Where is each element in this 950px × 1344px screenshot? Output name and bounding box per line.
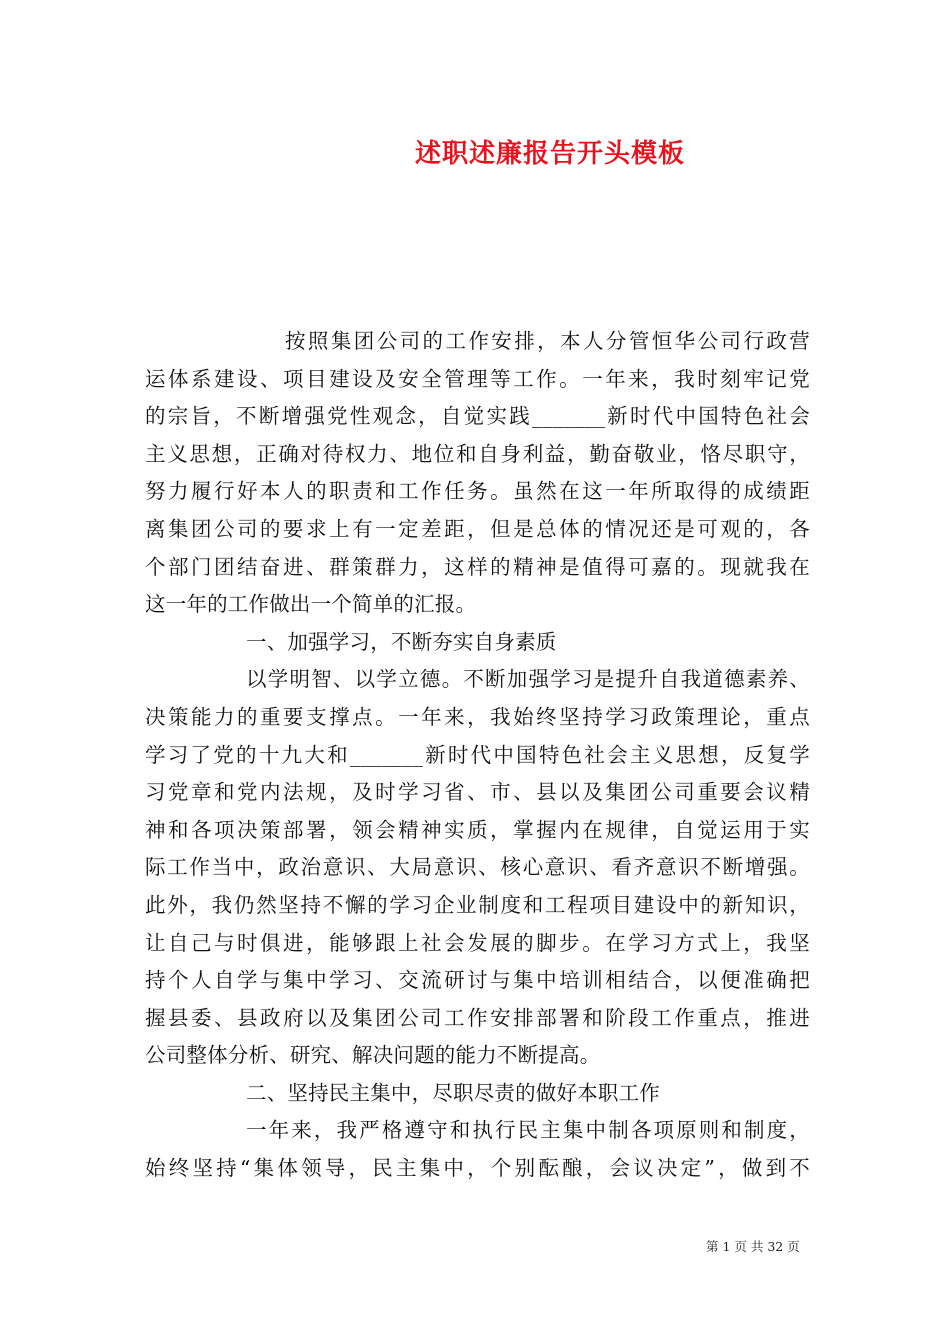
body-line: 按照集团公司的工作安排，本人分管恒华公司行政营 (285, 329, 810, 353)
body-line: 运体系建设、项目建设及安全管理等工作。一年来，我时刻牢记党 (145, 366, 810, 391)
document-title: 述职述廉报告开头模板 (414, 139, 685, 169)
body-line: 让自己与时俱进，能够跟上社会发展的脚步。在学习方式上，我坚 (145, 930, 810, 955)
body-line: 学习了党的十九大和_______新时代中国特色社会主义思想，反复学 (145, 742, 810, 767)
body-line: 离集团公司的要求上有一定差距，但是总体的情况还是可观的，各 (145, 516, 810, 541)
body-line: 际工作当中，政治意识、大局意识、核心意识、看齐意识不断增强。 (145, 855, 810, 880)
body-line: 个部门团结奋进、群策群力，这样的精神是值得可嘉的。现就我在 (145, 554, 810, 579)
body-line: 神和各项决策部署，领会精神实质，掌握内在规律，自觉运用于实 (145, 817, 810, 842)
body-line: 主义思想，正确对待权力、地位和自身利益，勤奋敬业，恪尽职守， (145, 441, 810, 466)
body-line: 努力履行好本人的职责和工作任务。虽然在这一年所取得的成绩距 (145, 479, 810, 504)
body-line: 决策能力的重要支撑点。一年来，我始终坚持学习政策理论，重点 (145, 704, 810, 729)
body-line: 习党章和党内法规，及时学习省、市、县以及集团公司重要会议精 (145, 780, 810, 805)
body-line: 的宗旨，不断增强党性观念，自觉实践_______新时代中国特色社会 (145, 404, 810, 429)
body-line: 以学明智、以学立德。不断加强学习是提升自我道德素养、 (246, 667, 810, 692)
document-body (145, 323, 810, 1188)
section-heading: 二、坚持民主集中，尽职尽责的做好本职工作 (246, 1080, 660, 1105)
body-line: 这一年的工作做出一个简单的汇报。 (145, 592, 477, 617)
body-line: 公司整体分析、研究、解决问题的能力不断提高。 (145, 1043, 601, 1068)
body-line: 一年来，我严格遵守和执行民主集中制各项原则和制度， (246, 1118, 810, 1143)
section-heading: 一、加强学习，不断夯实自身素质 (246, 629, 557, 654)
body-line: 握县委、县政府以及集团公司工作安排部署和阶段工作重点，推进 (145, 1005, 810, 1030)
body-line: 此外，我仍然坚持不懈的学习企业制度和工程项目建设中的新知识， (145, 892, 810, 917)
body-line: 持个人自学与集中学习、交流研讨与集中培训相结合，以便准确把 (145, 968, 810, 993)
page-number: 第 1 页 共 32 页 (706, 1239, 800, 1254)
body-line: 始终坚持“集体领导，民主集中，个别酝酿，会议决定”，做到不 (145, 1156, 810, 1181)
